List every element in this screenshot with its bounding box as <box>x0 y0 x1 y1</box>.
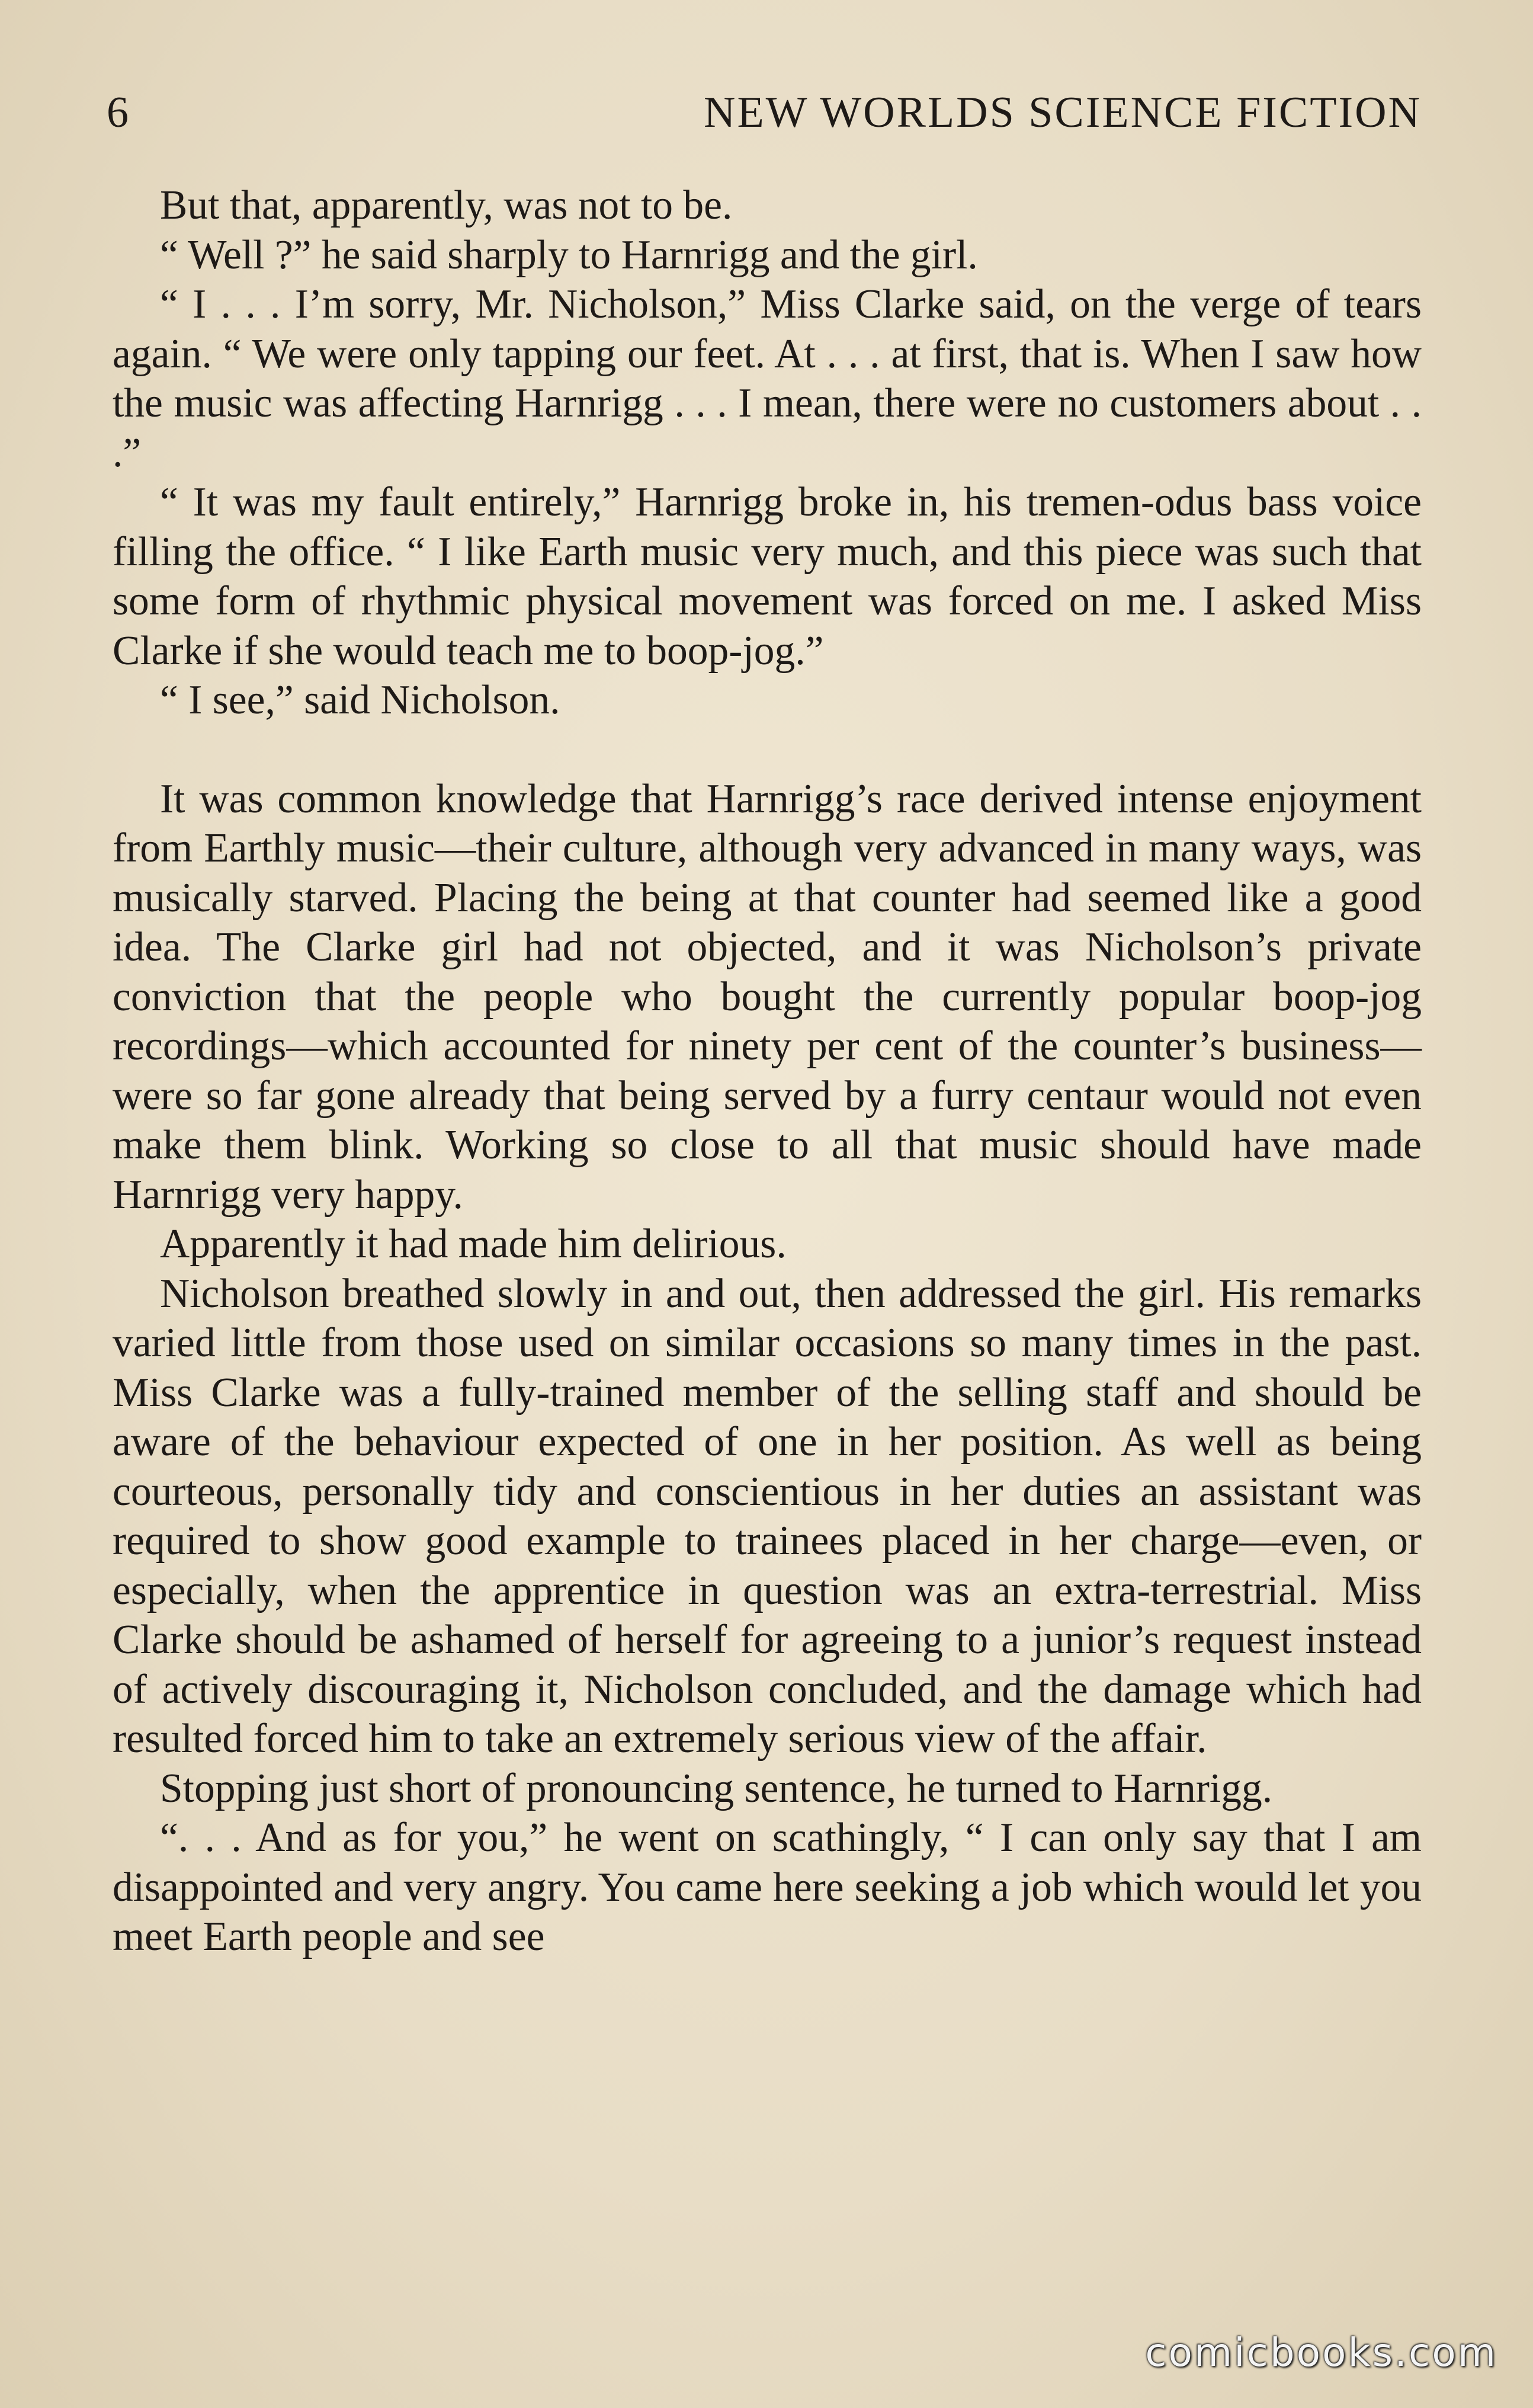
paragraph: “ I . . . I’m sorry, Mr. Nicholson,” Miss Clarke said, on the verge of tears again. “ We were only tapping our feet. At . . . at first, that is. When I saw how the music was affecting Harnrigg . . . I mean, there were no customers about . . .” <box>113 281 1422 476</box>
body-text <box>113 181 1422 1962</box>
paragraph: “. . . And as for you,” he went on scathingly, “ I can only say that I am disappointed and very angry. You came here seeking a job which would let you meet Earth people and see <box>113 1815 1422 1959</box>
paragraph: “ Well ?” he said sharply to Harnrigg and the girl. <box>160 232 978 278</box>
paragraph: “ It was my fault entirely,” Harnrigg broke in, his tremen-odus bass voice filling the office. “ I like Earth music very much, and this piece was such that some form of rhythmic physical movement was forced on me. I asked Miss Clarke if she would teach me to boop-jog.” <box>113 479 1422 674</box>
running-head: NEW WORLDS SCIENCE FICTION <box>704 88 1422 137</box>
paragraph: Stopping just short of pronouncing sentence, he turned to Harnrigg. <box>160 1765 1273 1811</box>
paragraph: Nicholson breathed slowly in and out, then addressed the girl. His remarks varied little from those used on similar occasions so many times in the past. Miss Clarke was a fully-trained member of the selling staff and should be aware of the behaviour expected of one in her position. As well as being courteous, personally tidy and conscientious in her duties an assistant was required to show good example to trainees placed in her charge—even, or especially, when the apprentice in question was an extra-terrestrial. Miss Clarke should be ashamed of herself for agreeing to a junior’s request instead of actively discouraging it, Nicholson concluded, and the damage which had resulted forced him to take an extremely serious view of the affair. <box>113 1270 1422 1762</box>
paragraph: But that, apparently, was not to be. <box>160 182 733 228</box>
page-number: 6 <box>107 88 129 137</box>
paragraph: It was common knowledge that Harnrigg’s race derived intense enjoyment from Earthly music—their culture, although very advanced in many ways, was musically starved. Placing the being at that counter had seemed like a good idea. The Clarke girl had not objected, and it was Nicholson’s private conviction that the people who bought the currently popular boop-jog recordings—which accounted for ninety per cent of the counter’s business—were so far gone already that being served by a furry centaur would not even make them blink. Working so close to all that music should have made Harnrigg very happy. <box>113 776 1422 1218</box>
watermark: comicbooks.com <box>1145 2330 1497 2375</box>
paragraph: “ I see,” said Nicholson. <box>160 677 560 723</box>
paragraph: Apparently it had made him delirious. <box>160 1221 787 1267</box>
page-header <box>107 83 1422 142</box>
